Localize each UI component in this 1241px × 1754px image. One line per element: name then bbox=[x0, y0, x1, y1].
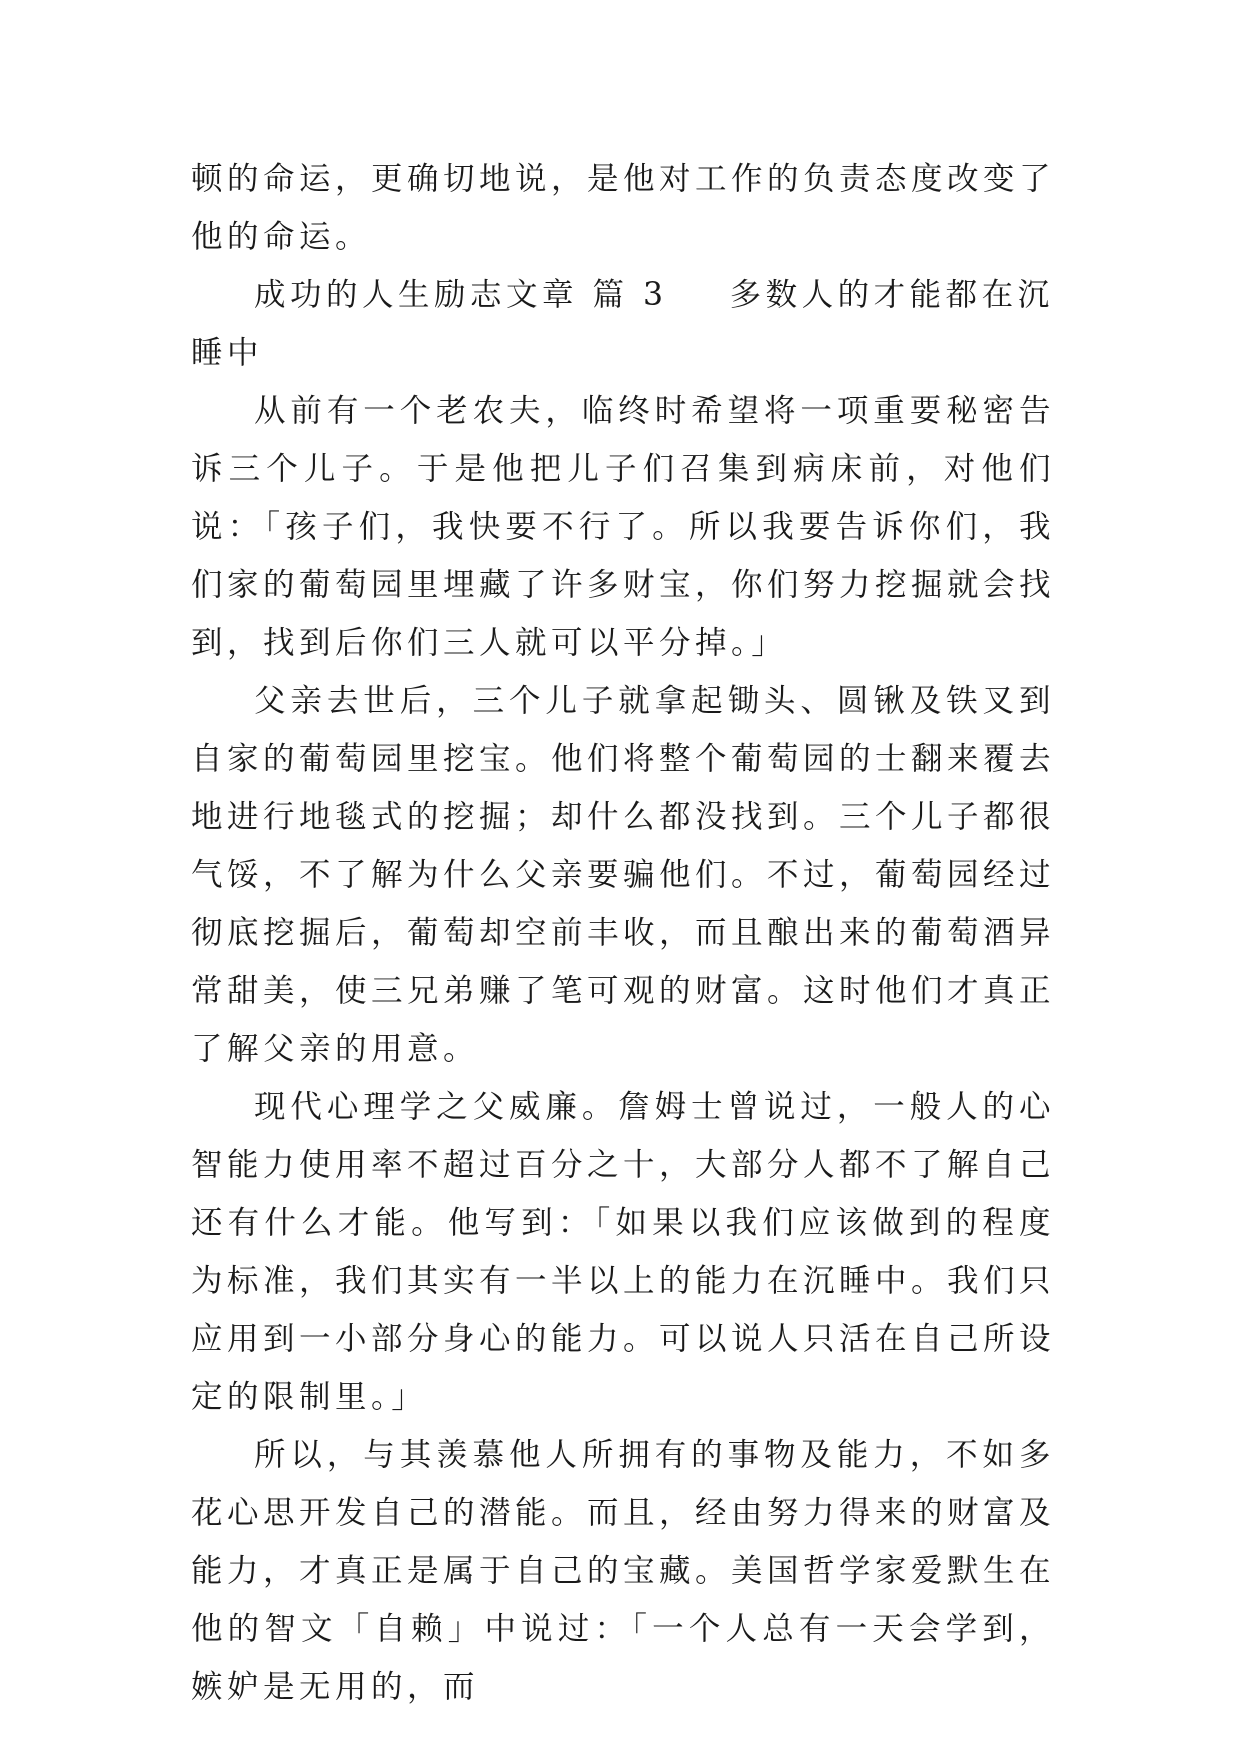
paragraph: 父亲去世后，三个儿子就拿起锄头、圆锹及铁叉到自家的葡萄园里挖宝。他们将整个葡萄园的士翻来覆去地进行地毯式的挖掘；却什么都没找到。三个儿子都很气馁，不了解为什么父亲要骗他们。不过，葡萄园经过彻底挖掘后，葡萄却空前丰收，而且酿出来的葡萄酒异常甜美，使三兄弟赚了笔可观的财富。这时他们才真正了解父亲的用意。 bbox=[191, 683, 1056, 1067]
heading-section-number: 篇 3 bbox=[592, 277, 668, 313]
paragraph: 现代心理学之父威廉。詹姆士曾说过，一般人的心智能力使用率不超过百分之十，大部分人都不了解自己还有什么才能。他写到：「如果以我们应该做到的程度为标准，我们其实有一半以上的能力在沉睡中。我们只应用到一小部分身心的能力。可以说人只活在自己所设定的限制里。」 bbox=[191, 1089, 1056, 1415]
heading-title: 成功的人生励志文章 bbox=[254, 277, 579, 313]
heading-subtitle: 多数人的才能都在沉睡中 bbox=[191, 277, 1054, 371]
paragraph-continuation: 顿的命运，更确切地说，是他对工作的负责态度改变了他的命运。 bbox=[191, 161, 1056, 255]
paragraph: 从前有一个老农夫，临终时希望将一项重要秘密告诉三个儿子。于是他把儿子们召集到病床前，对他们说：「孩子们，我快要不行了。所以我要告诉你们，我们家的葡萄园里埋藏了许多财宝，你们努力挖掘就会找到，找到后你们三人就可以平分掉。」 bbox=[191, 393, 1056, 661]
section-heading bbox=[191, 266, 1055, 382]
document-body bbox=[191, 150, 1055, 1716]
paragraph: 所以，与其羡慕他人所拥有的事物及能力，不如多花心思开发自己的潜能。而且，经由努力得来的财富及能力，才真正是属于自己的宝藏。美国哲学家爱默生在他的智文「自赖」中说过：「一个人总有一天会学到，嫉妒是无用的，而 bbox=[191, 1437, 1056, 1705]
